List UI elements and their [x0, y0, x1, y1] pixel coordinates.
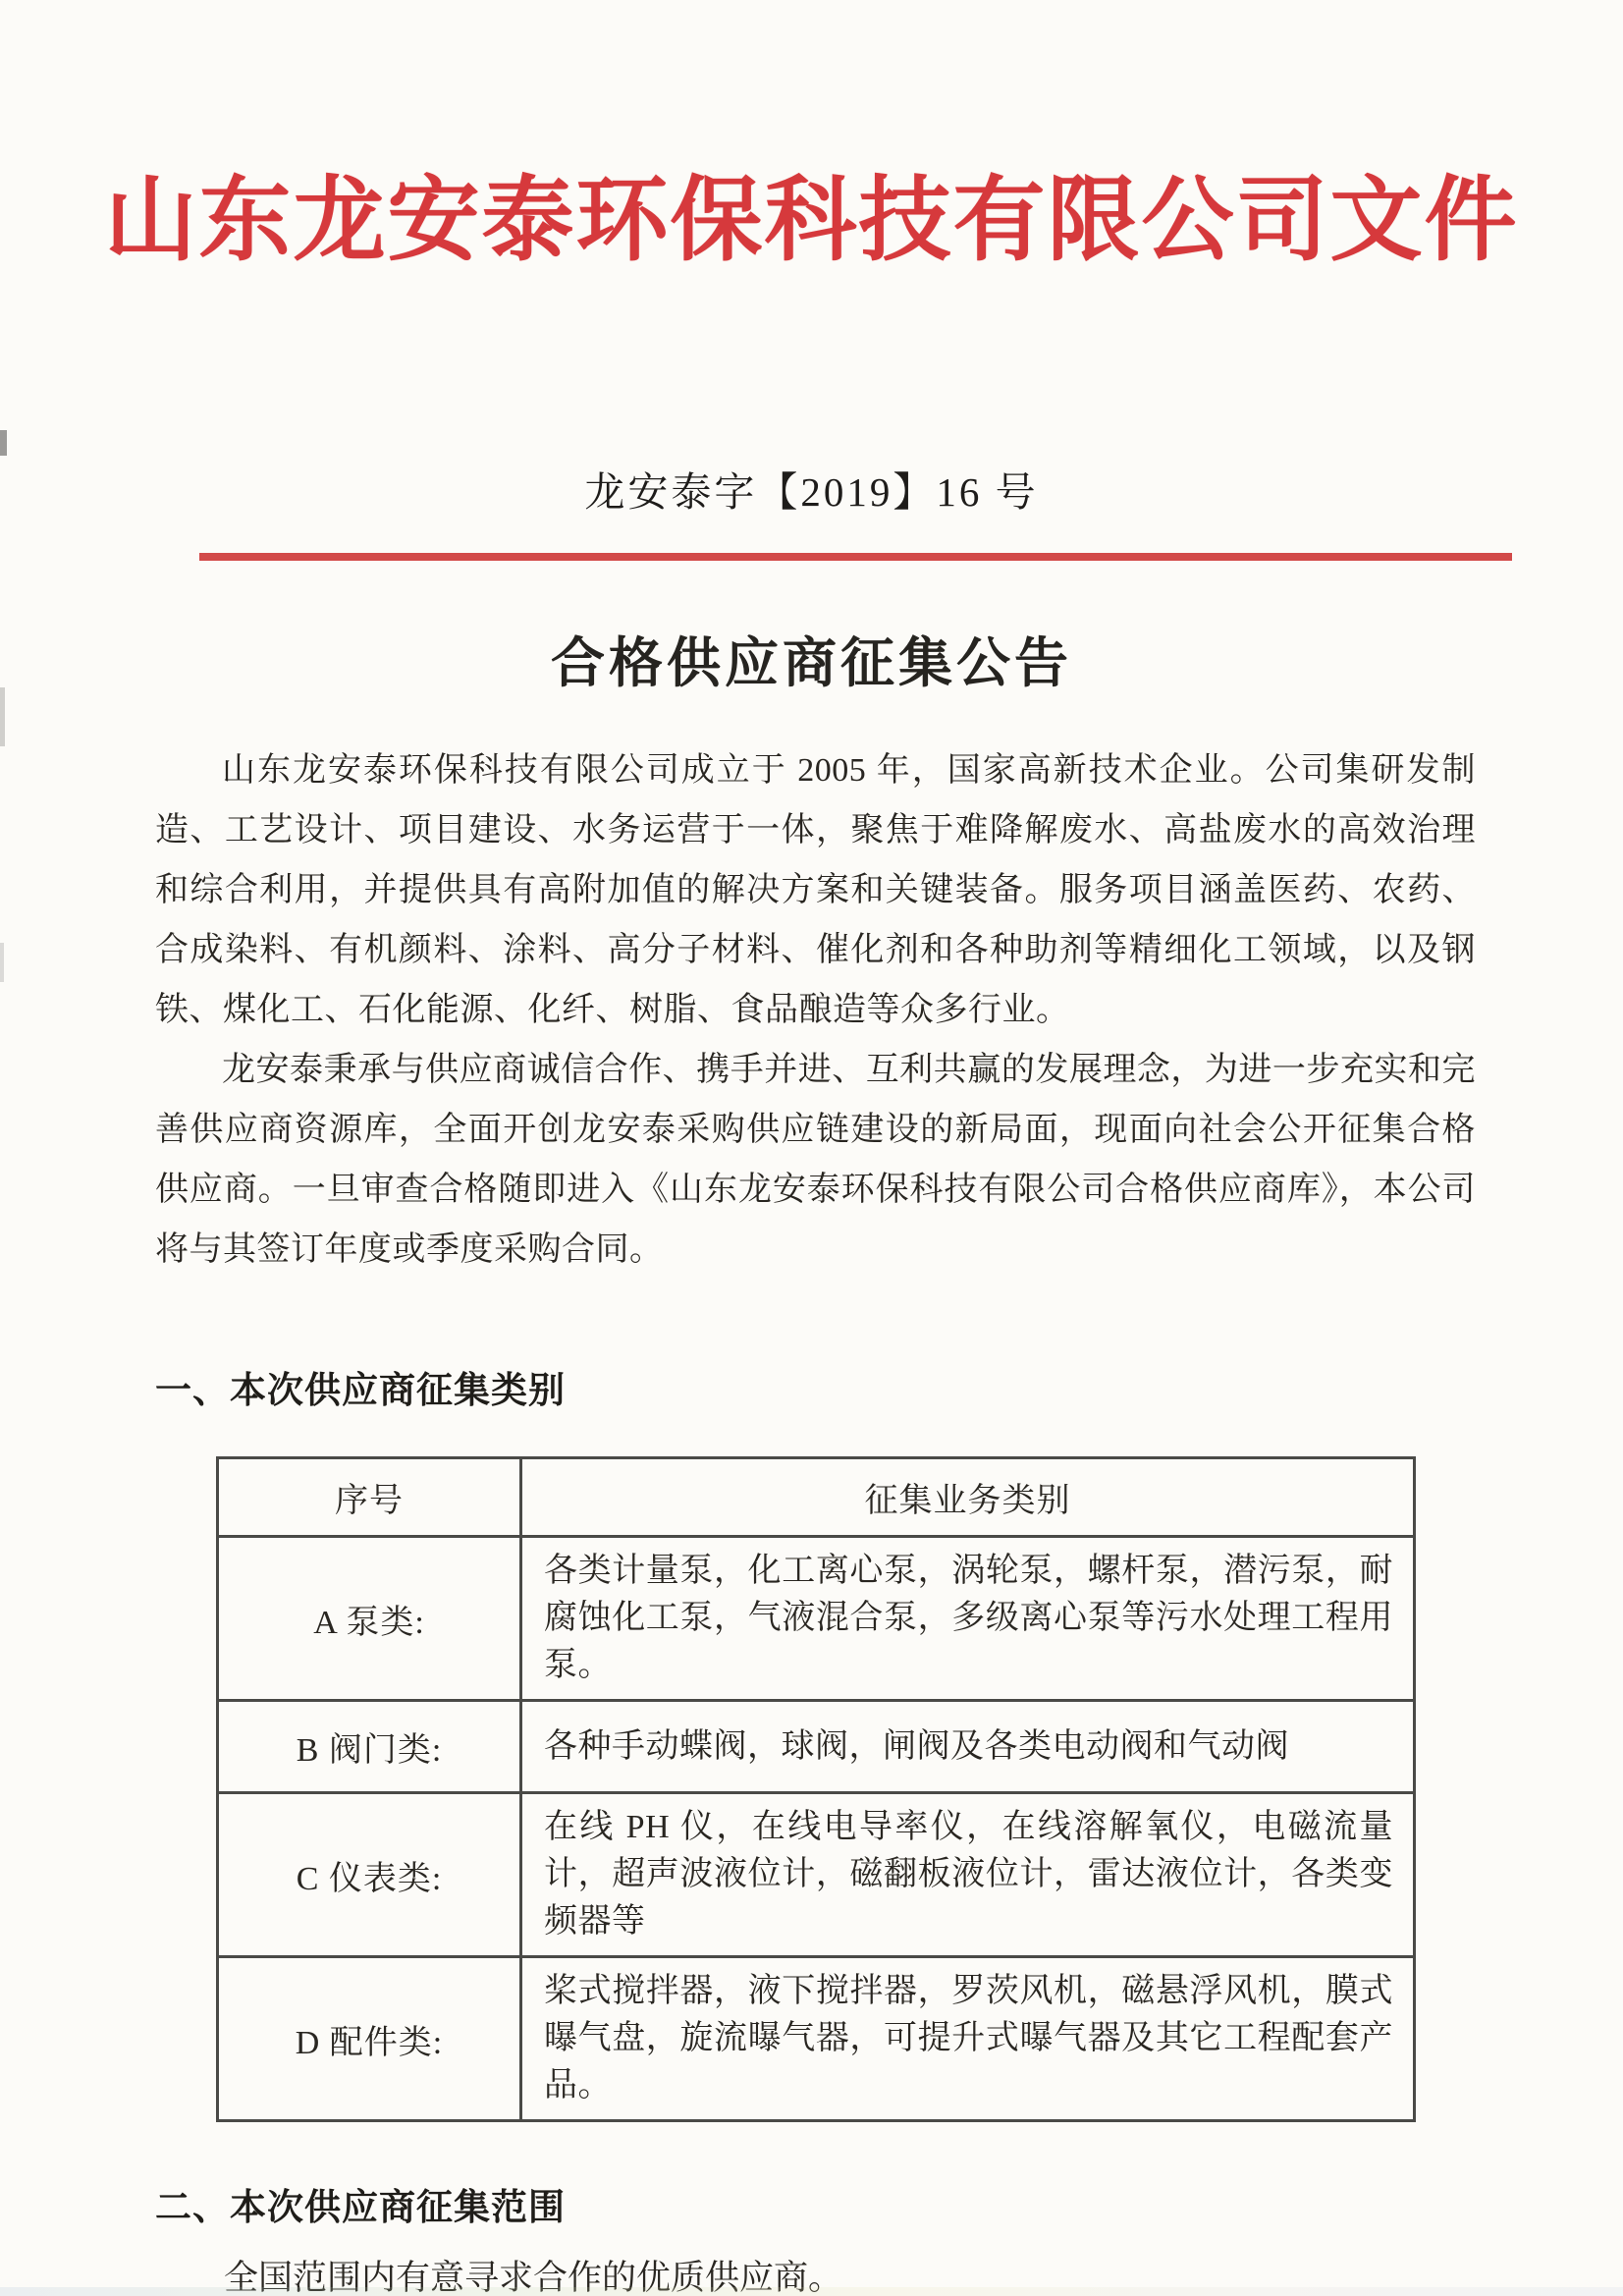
- scan-artifact: [0, 943, 4, 982]
- category-cell: B 阀门类:: [218, 1701, 521, 1793]
- scan-artifact: [0, 430, 7, 456]
- document-number: 龙安泰字【2019】16 号: [584, 469, 1039, 515]
- header-cell-seq: 序号: [218, 1458, 521, 1537]
- red-divider-rule: [199, 553, 1512, 561]
- category-cell: A 泵类:: [218, 1537, 521, 1701]
- description-cell: 桨式搅拌器，液下搅拌器，罗茨风机，磁悬浮风机，膜式曝气盘，旋流曝气器，可提升式曝气器及其它工程配套产品。: [521, 1957, 1415, 2121]
- category-cell: C 仪表类:: [218, 1793, 521, 1957]
- description-cell: 各类计量泵，化工离心泵，涡轮泵，螺杆泵，潜污泵，耐腐蚀化工泵，气液混合泵，多级离心泵等污水处理工程用泵。: [521, 1537, 1415, 1701]
- letterhead-title: 山东龙安泰环保科技有限公司文件: [104, 170, 1519, 272]
- scan-artifact: [0, 687, 5, 746]
- description-cell: 各种手动蝶阀，球阀，闸阀及各类电动阀和气动阀: [521, 1701, 1415, 1793]
- scanner-edge-strip: [0, 2287, 1623, 2296]
- table-row: [218, 1701, 1415, 1793]
- intro-paragraph: 山东龙安泰环保科技有限公司成立于 2005 年，国家高新技术企业。公司集研发制造、工艺设计、项目建设、水务运营于一体，聚焦于难降解废水、高盐废水的高效治理和综合利用，并提供具有高附加值的解决方案和关键装备。服务项目涵盖医药、农药、合成染料、有机颜料、涂料、高分子材料、催化剂和各种助剂等精细化工领域，以及钢铁、煤化工、石化能源、化纤、树脂、食品酿造等众多行业。: [155, 752, 1476, 1028]
- description-cell: 在线 PH 仪，在线电导率仪，在线溶解氧仪，电磁流量计，超声波液位计，磁翻板液位计，雷达液位计，各类变频器等: [521, 1793, 1415, 1957]
- table-row: [218, 1793, 1415, 1957]
- header-cell-category: 征集业务类别: [521, 1458, 1415, 1537]
- table-row: [218, 1957, 1415, 2121]
- section-two-body: 全国范围内有意寻求合作的优质供应商。: [224, 2259, 843, 2296]
- invitation-paragraph: 龙安泰秉承与供应商诚信合作、携手并进、互利共赢的发展理念，为进一步充实和完善供应商资源库，全面开创龙安泰采购供应链建设的新局面，现面向社会公开征集合格供应商。一旦审查合格随即进入《山东龙安泰环保科技有限公司合格供应商库》，本公司将与其签订年度或季度采购合同。: [155, 1052, 1476, 1268]
- supplier-category-table: [216, 1456, 1416, 2122]
- section-one-heading: 一、本次供应商征集类别: [155, 1371, 566, 1411]
- section-two-heading: 二、本次供应商征集范围: [155, 2188, 566, 2228]
- category-cell: D 配件类:: [218, 1957, 521, 2121]
- table-header-row: [218, 1458, 1415, 1537]
- table-row: [218, 1537, 1415, 1701]
- announcement-title: 合格供应商征集公告: [550, 633, 1072, 693]
